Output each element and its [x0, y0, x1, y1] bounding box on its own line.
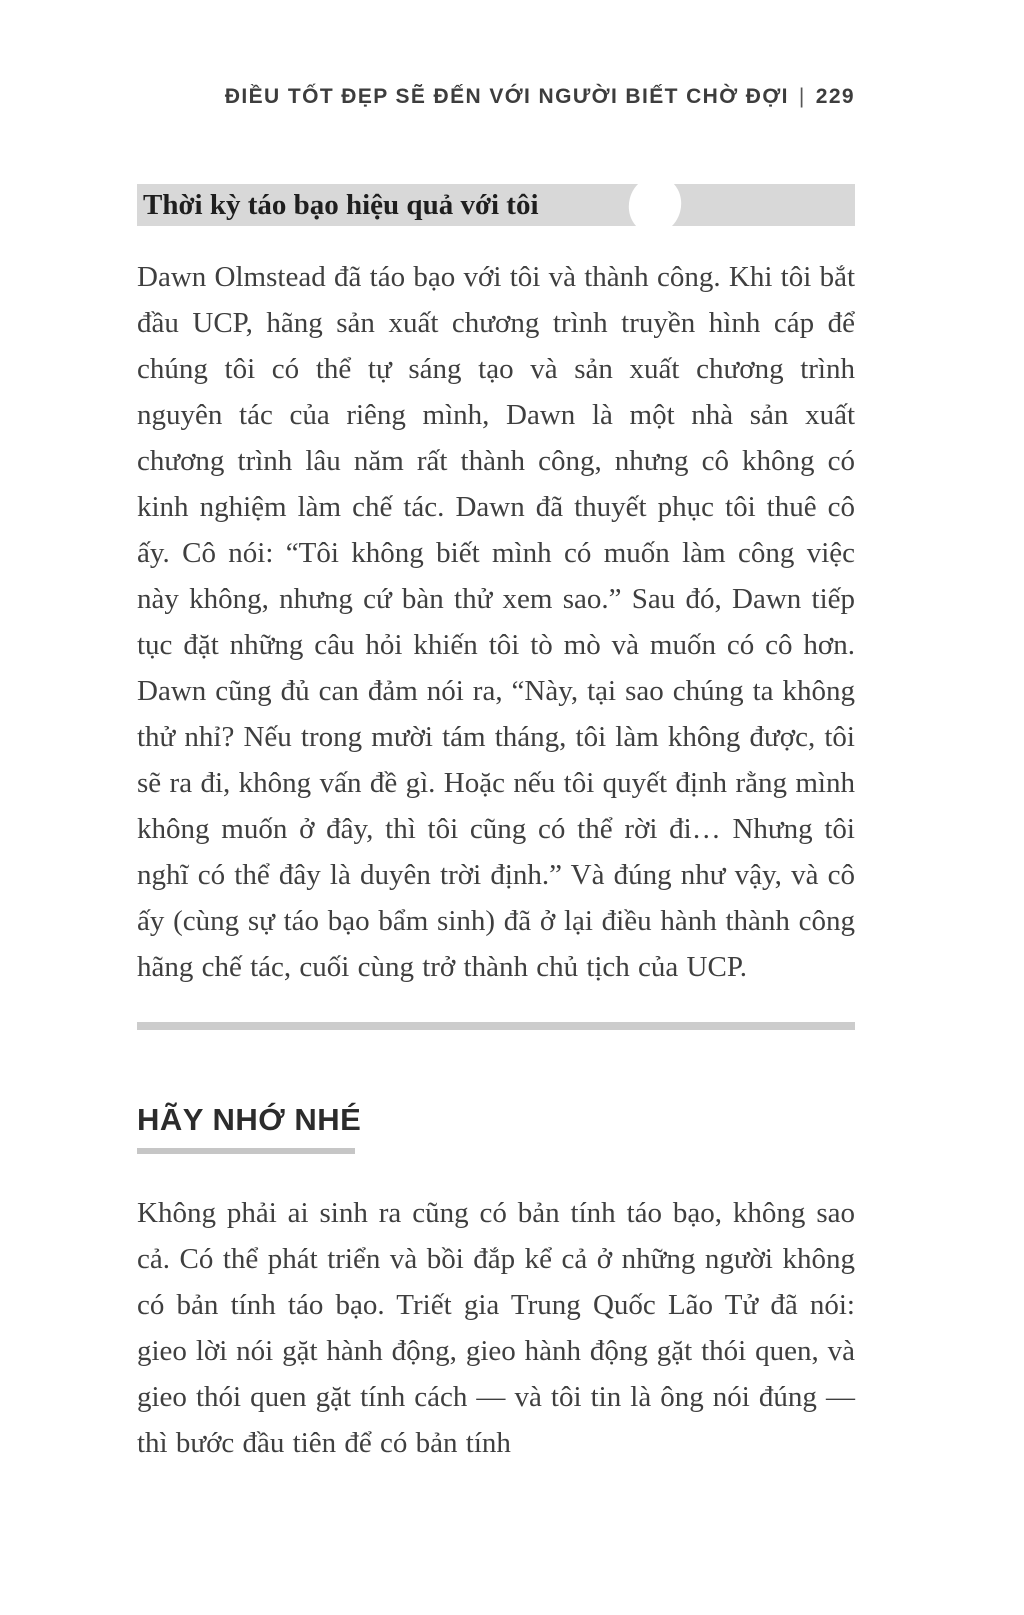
section-heading: Thời kỳ táo bạo hiệu quả với tôi: [143, 188, 539, 221]
section-heading-bar: [137, 184, 855, 226]
story-paragraph: Dawn Olmstead đã táo bạo với tôi và thành công. Khi tôi bắt đầu UCP, hãng sản xuất chương trình truyền hình cáp để chúng tôi có thể tự sáng tạo và sản xuất chương trình nguyên tác của riêng mình, Dawn là một nhà sản xuất chương trình lâu năm rất thành công, nhưng cô không có kinh nghiệm làm chế tác. Dawn đã thuyết phục tôi thuê cô ấy. Cô nói: “Tôi không biết mình có muốn làm công việc này không, nhưng cứ bàn thử xem sao.” Sau đó, Dawn tiếp tục đặt những câu hỏi khiến tôi tò mò và muốn có cô hơn. Dawn cũng đủ can đảm nói ra, “Này, tại sao chúng ta không thử nhỉ? Nếu trong mười tám tháng, tôi làm không được, tôi sẽ ra đi, không vấn đề gì. Hoặc nếu tôi quyết định rằng mình không muốn ở đây, thì tôi cũng có thể rời đi… Nhưng tôi nghĩ có thể đây là duyên trời định.” Và đúng như vậy, và cô ấy (cùng sự táo bạo bẩm sinh) đã ở lại điều hành thành công hãng chế tác, cuối cùng trở thành chủ tịch của UCP.: [137, 261, 855, 983]
chapter-title: ĐIỀU TỐT ĐẸP SẼ ĐẾN VỚI NGƯỜI BIẾT CHỜ ĐỢI: [224, 85, 789, 108]
section-divider: [137, 1022, 855, 1030]
heading-underline: [137, 1148, 355, 1154]
page-number: 229: [815, 85, 855, 108]
reminder-paragraph: Không phải ai sinh ra cũng có bản tính táo bạo, không sao cả. Có thể phát triển và bồi đắp kể cả ở những người không có bản tính táo bạo. Triết gia Trung Quốc Lão Tử đã nói: gieo lời nói gặt hành động, gieo hành động gặt thói quen, và gieo thói quen gặt tính cách — và tôi tin là ông nói đúng — thì bước đầu tiên để có bản tính: [137, 1197, 855, 1459]
heading-swoosh-decoration: [623, 184, 687, 226]
reminder-heading: HÃY NHỚ NHÉ: [137, 1102, 362, 1137]
running-header: [137, 85, 855, 109]
header-separator: |: [798, 85, 806, 108]
